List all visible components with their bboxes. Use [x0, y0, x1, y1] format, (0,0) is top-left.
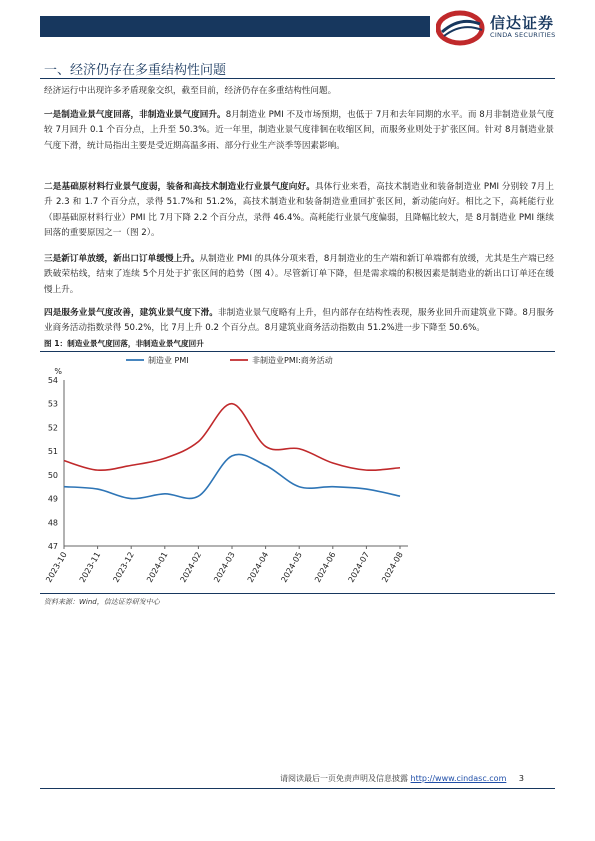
pmi-line-chart	[40, 352, 555, 592]
paragraph-2-body: 具体行业来看，高技术制造业和装备制造业 PMI 分别较 7月上升 2.3 和 1.7 个百分点，录得 51.7%和 51.2%，高技术制造业和装备制造业重回扩张区间，新动能向好。相比之下，高耗能行业（即基础原材料行业）PMI 比 7月下降 2.2 个百分点，录得 46.4%。高耗能行业景气度偏弱，且降幅比较大，是 8月制造业 PMI 继续回落的重要原因之一（图 2）。	[44, 182, 554, 239]
y-tick-label: 48	[47, 518, 58, 528]
figure-source: 资料来源：Wind，信达证券研发中心	[44, 598, 160, 606]
footer-divider	[40, 788, 555, 789]
section-title: 一、经济仍存在多重结构性问题	[44, 63, 227, 78]
paragraph-3	[44, 252, 554, 298]
y-tick-label: 52	[47, 423, 58, 433]
y-tick-label: 50	[47, 470, 58, 480]
figure-bottom-rule	[40, 593, 555, 594]
paragraph-3-body: 从制造业 PMI 的具体分项来看，8月制造业的生产端和新订单端都有放缓，尤其是生产端已经跌破荣枯线，结束了连续 5个月处于扩张区间的趋势（图 4）。尽管新订单下降，但是需求端的积极因素是制造业的新出口订单还在缓慢上升。	[44, 254, 554, 295]
paragraph-3-lead: 三是新订单放缓，新出口订单缓慢上升。	[44, 254, 200, 264]
x-tick-label: 2023-10	[44, 550, 69, 584]
legend-label-2: 非制造业PMI:商务活动	[252, 356, 333, 365]
series-line-2	[64, 404, 400, 471]
y-tick-label: 54	[47, 376, 58, 385]
y-tick-label: 49	[47, 494, 58, 504]
footer-disclaimer: 请阅读最后一页免责声明及信息披露	[280, 774, 408, 783]
paragraph-1-body: 8月制造业 PMI 不及市场预期，也低于 7月和去年同期的水平。而 8月非制造业景气度较 7月回升 0.1 个百分点，上升至 50.3%。近一年里，制造业景气度徘徊在收缩区间，而服务业则处于扩张区间。针对 8月制造业景气度下滑，统计局指出主要是受近期高温多雨、部分行业生产淡季等因素影响。	[44, 110, 554, 151]
x-tick-label: 2024-05	[279, 550, 304, 584]
paragraph-4-body: 非制造业景气度略有上升，但内部存在结构性表现，服务业回升而建筑业下降。8月服务业商务活动指数录得 50.2%，比 7月上升 0.2 个百分点。8月建筑业商务活动指数由 51.2%进一步下降至 50.6%。	[44, 308, 554, 334]
paragraph-1	[44, 108, 554, 154]
header-bar	[40, 16, 430, 37]
brand-name-cn: 信达证券	[490, 14, 555, 32]
intro-paragraph: 经济运行中出现许多矛盾现象交织，截至目前，经济仍存在多重结构性问题。	[44, 86, 337, 96]
x-tick-label: 2024-03	[212, 550, 237, 584]
y-tick-label: 53	[47, 399, 58, 409]
page-number: 3	[518, 774, 524, 783]
legend-label-1: 制造业 PMI	[148, 356, 189, 365]
x-tick-label: 2024-01	[145, 550, 170, 584]
x-tick-label: 2023-12	[111, 550, 136, 584]
series-line-1	[64, 454, 400, 498]
x-tick-label: 2023-11	[77, 550, 103, 584]
brand-name-en: CINDA SECURITIES	[490, 31, 556, 39]
y-tick-label: 51	[47, 447, 58, 457]
x-tick-label: 2024-08	[380, 550, 405, 584]
paragraph-4-lead: 四是服务业景气度改善，建筑业景气度下滑。	[44, 308, 218, 318]
section-divider	[40, 78, 555, 79]
figure-title: 图 1：制造业景气度回落，非制造业景气度回升	[44, 339, 204, 348]
paragraph-2	[44, 180, 554, 242]
x-tick-label: 2024-06	[313, 550, 338, 584]
x-tick-label: 2024-07	[346, 550, 372, 584]
y-axis-unit-label: %	[54, 367, 62, 376]
footer	[280, 773, 524, 784]
x-tick-label: 2024-02	[178, 550, 204, 584]
paragraph-2-lead: 二是基础原材料行业景气度弱，装备和高技术制造业行业景气度向好。	[44, 182, 315, 192]
footer-url-link[interactable]: http://www.cindasc.com	[410, 774, 507, 783]
x-tick-label: 2024-04	[245, 550, 271, 584]
paragraph-1-lead: 一是制造业景气度回落，非制造业景气度回升。	[44, 110, 226, 120]
y-tick-label: 47	[47, 542, 58, 551]
paragraph-4	[44, 306, 554, 337]
cinda-logo-icon	[436, 10, 488, 46]
